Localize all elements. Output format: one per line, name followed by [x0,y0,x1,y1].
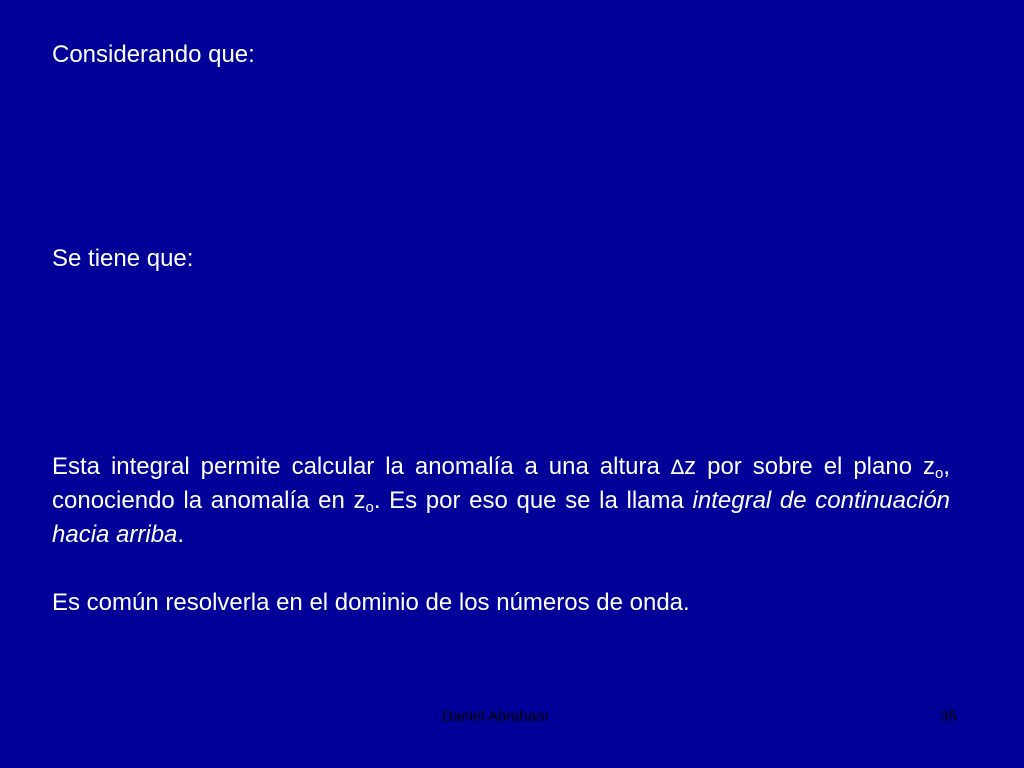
footer-author: Daniel Abraham [442,708,549,725]
paragraph-integral [52,450,950,552]
para-part-5: . [177,521,185,548]
subscript-o-2: o [365,499,374,516]
delta-symbol: ∆ [670,455,685,479]
text-considerando: Considerando que: [52,41,255,68]
para-part-4: . Es por eso que se la llama [373,487,693,514]
subscript-o-1: o [934,465,944,482]
para-part-2: z por sobre el plano z [684,453,935,480]
text-comun: Es común resolverla en el dominio de los números de onda. [52,589,690,616]
para-part-3: , conociendo la anomalía en z [52,453,950,514]
para-part-1: Esta integral permite calcular la anomalía a una altura [52,453,671,480]
footer-page-number: 35 [940,708,957,725]
text-se-tiene: Se tiene que: [52,245,194,272]
italic-term: integral de continuación hacia arriba [52,487,951,548]
